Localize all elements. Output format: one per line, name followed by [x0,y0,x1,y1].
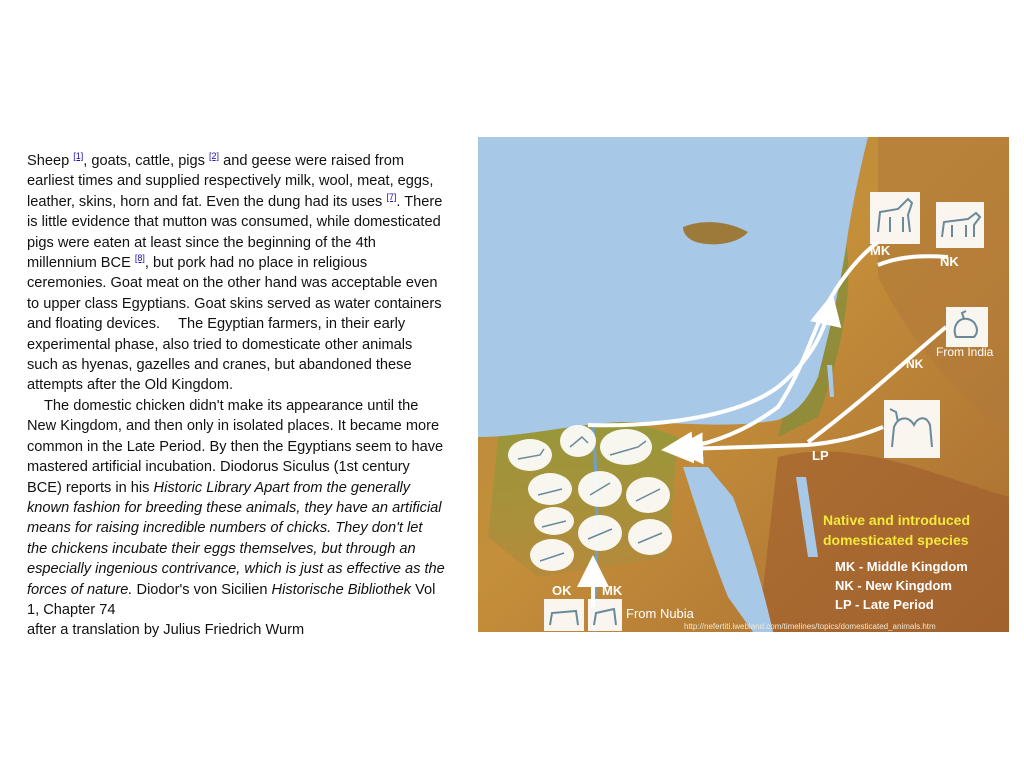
ok-animal-icon [544,599,584,631]
footnote-link-8[interactable]: [8] [134,253,145,264]
text-span: , but pork had no place in religious ceremonies. Goat meat on the other hand was acceptable even to upper class Egyptians. Goat skins served as water containers and floating devices. [27,255,442,333]
article-text [27,151,445,641]
legend-mk: MK - Middle Kingdom [835,559,968,574]
legend-lp: LP - Late Period [835,597,934,612]
text-span: Diodor's von Sicilien [132,581,272,598]
cattle-icon [936,202,984,248]
mediterranean-sea [478,137,868,437]
legend-title-2: domesticated species [823,532,969,548]
paragraph-3: after a translation by Julius Friedrich Wurm [27,622,305,639]
label-from-india: From India [936,345,994,359]
footnote-link-2[interactable]: [2] [209,151,220,162]
source-url: http://nefertiti.iwebland.com/timelines/topics/domesticated_animals.htm [684,622,936,631]
map-svg [478,137,1009,632]
chicken-icon [946,307,988,347]
label-from-nubia: From Nubia [626,606,694,621]
text-span: , goats, cattle, pigs [83,153,210,169]
quote-text: Historic Library Apart from the generally known fashion for breeding these animals, they have an artificial means for raising incredible numbers of chicks. They don't let the chickens incubate their eggs themselves, but through an especially ingenious contrivance, which is just as effective as the forces of nature. [27,479,445,598]
legend-nk: NK - New Kingdom [835,578,952,593]
label-ok: OK [552,583,572,598]
horse-icon [870,192,920,244]
label-nk-mid: NK [906,357,924,371]
paragraph-1 [27,151,445,396]
text-span: Vol 1, Chapter 74 [27,581,436,618]
paragraph-2 [27,396,445,620]
text-span: The domestic chicken didn't make its appearance until the New Kingdom, and then only in isolated places. It became more common in the Late Period. By then the Egyptians seem to have mastered artificial incubation. Diodorus Siculus (1st century BCE) reports in his [27,397,444,496]
legend-title-1: Native and introduced [823,512,971,528]
camel-icon [884,400,940,458]
text-span: and geese were raised from earliest times and supplied respectively milk, wool, meat, eggs, leather, skins, horn and fat. Even the dung had its uses [27,153,434,210]
text-span: The Egyptian farmers, in their early experimental phase, also tried to domesticate other animals such as hyenas, gazelles and cranes, but abandoned these attempts after the Old Kingdom. [27,316,413,394]
text-span: . There is little evidence that mutton was consumed, while domesticated pigs were eaten at least since the beginning of the 4th millennium BCE [27,193,443,272]
label-lp: LP [812,448,829,463]
footnote-link-1[interactable]: [1] [73,151,84,162]
label-nk-top: NK [940,254,959,269]
mk-animal-icon [588,599,622,631]
book-title: Historische Bibliothek [271,581,412,598]
label-mk-top: MK [870,243,891,258]
footnote-link-7[interactable]: [7] [386,191,397,202]
text-span: Sheep [27,153,74,169]
label-mk-bottom: MK [602,583,623,598]
domestication-map [478,137,1009,632]
